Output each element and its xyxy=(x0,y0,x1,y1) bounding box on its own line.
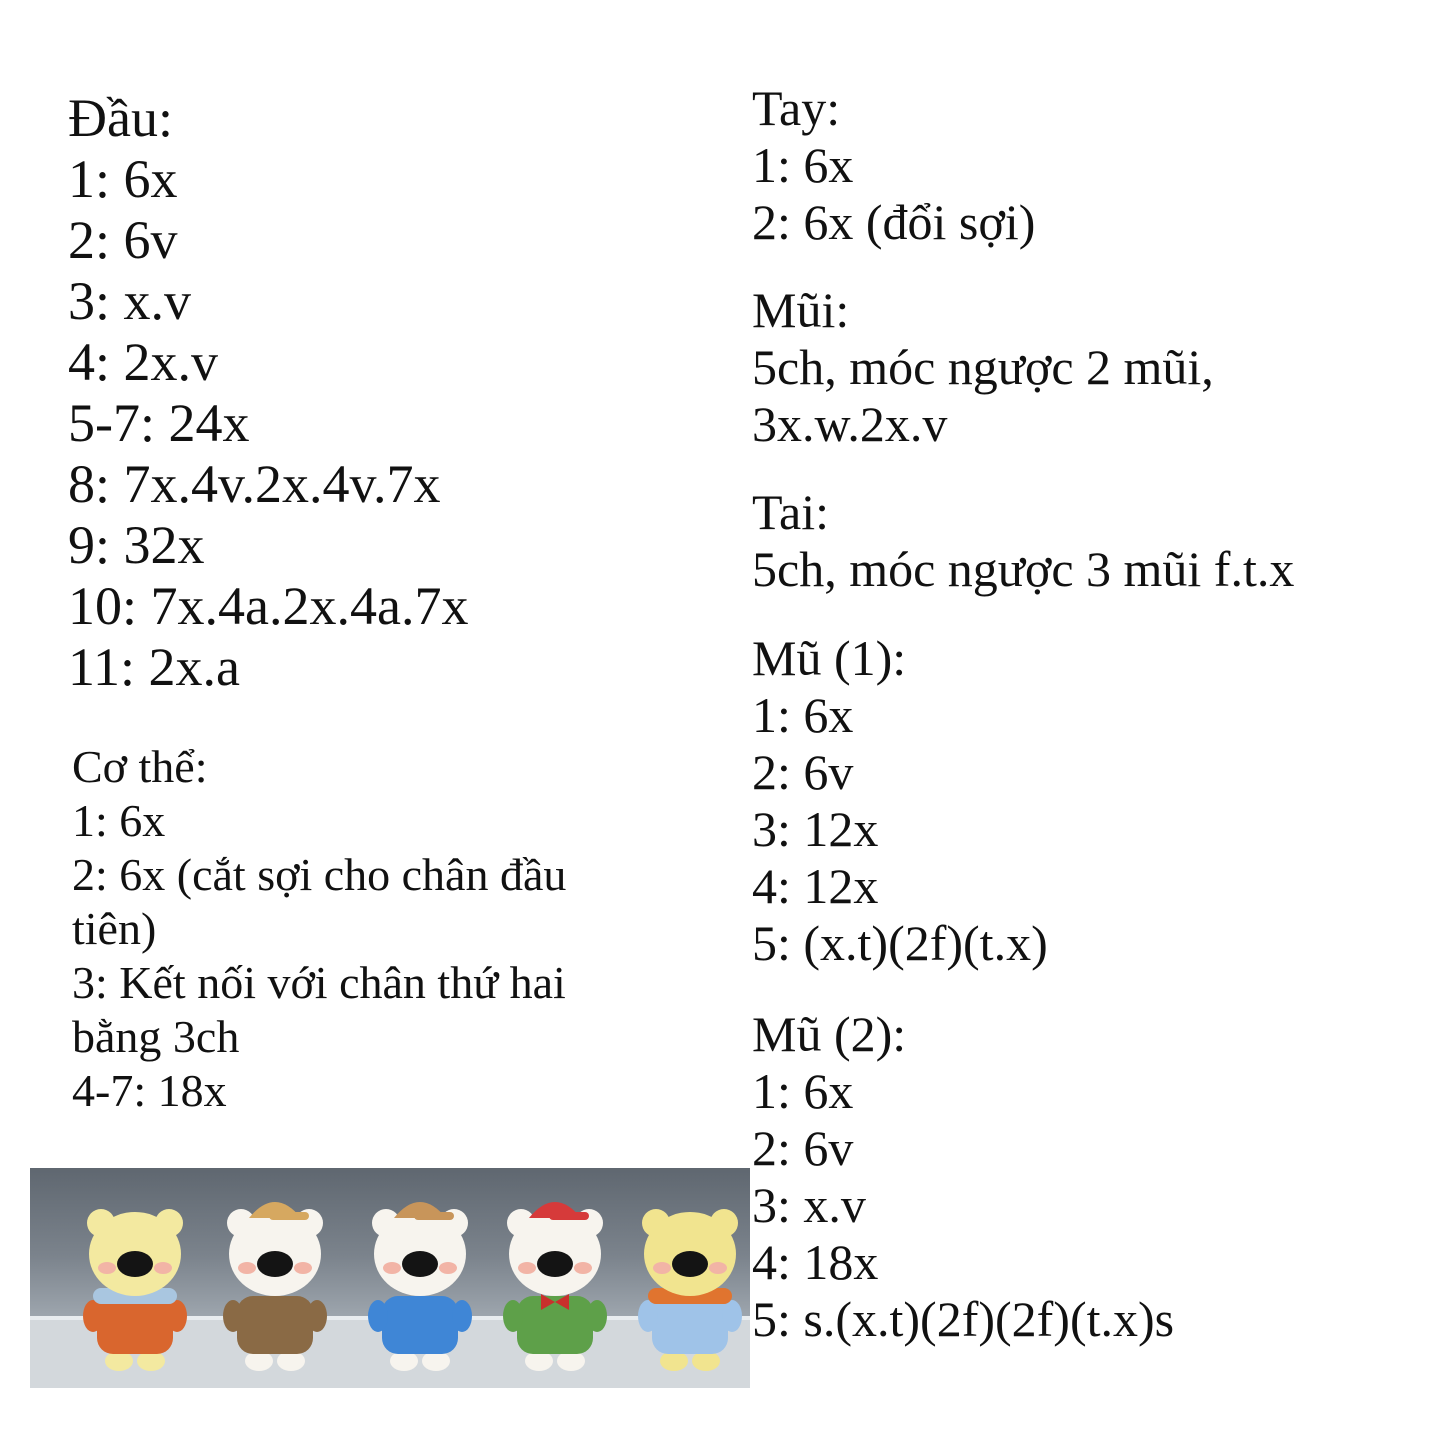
bear-arm xyxy=(722,1300,742,1332)
bear-arm xyxy=(638,1300,658,1332)
section-title-arm: Tay: xyxy=(752,80,841,136)
section-arm xyxy=(752,80,1035,251)
head-row-6: 8: 7x.4v.2x.4v.7x xyxy=(68,454,441,514)
section-title-nose: Mũi: xyxy=(752,282,850,338)
section-hat-1 xyxy=(752,630,1048,972)
hat1-row-2: 2: 6v xyxy=(752,744,854,800)
body-row-5: bằng 3ch xyxy=(72,1011,240,1062)
body-row-2: 2: 6x (cắt sợi cho chân đầu xyxy=(72,849,567,900)
arm-row-2: 2: 6x (đổi sợi) xyxy=(752,194,1036,250)
bear-arm xyxy=(223,1300,243,1332)
section-body xyxy=(72,740,566,1118)
hat1-row-3: 3: 12x xyxy=(752,801,879,857)
bear-cheek xyxy=(518,1262,536,1274)
body-row-6: 4-7: 18x xyxy=(72,1065,227,1116)
head-row-3: 3: x.v xyxy=(68,271,192,331)
hat1-row-1: 1: 6x xyxy=(752,687,854,743)
bear-nose xyxy=(117,1251,153,1277)
bear-shirt xyxy=(652,1296,728,1354)
body-row-1: 1: 6x xyxy=(72,795,166,846)
body-row-3: tiên) xyxy=(72,903,157,954)
bear-nose xyxy=(402,1251,438,1277)
section-title-head: Đầu: xyxy=(68,88,173,148)
section-title-ear: Tai: xyxy=(752,484,830,540)
crochet-bears-photo xyxy=(30,1168,750,1388)
bear-cheek xyxy=(653,1262,671,1274)
bear-hat-brim xyxy=(269,1212,309,1220)
section-title-body: Cơ thể: xyxy=(72,741,208,792)
bear-cheek xyxy=(383,1262,401,1274)
section-title-hat-2: Mũ (2): xyxy=(752,1006,907,1062)
bear-shirt xyxy=(97,1296,173,1354)
bear-cheek xyxy=(439,1262,457,1274)
bear-arm xyxy=(167,1300,187,1332)
bear-cheek xyxy=(98,1262,116,1274)
bear-hat-brim xyxy=(549,1212,589,1220)
head-row-8: 10: 7x.4a.2x.4a.7x xyxy=(68,576,469,636)
bear-arm xyxy=(587,1300,607,1332)
head-row-2: 2: 6v xyxy=(68,210,178,270)
section-hat-2 xyxy=(752,1006,1174,1348)
body-row-4: 3: Kết nối với chân thứ hai xyxy=(72,957,566,1008)
nose-row-2: 3x.w.2x.v xyxy=(752,396,948,452)
section-nose xyxy=(752,282,1214,453)
bear-cheek xyxy=(294,1262,312,1274)
section-head xyxy=(68,88,468,698)
hat2-row-3: 3: x.v xyxy=(752,1177,866,1233)
bear-cheek xyxy=(709,1262,727,1274)
bear-nose xyxy=(257,1251,293,1277)
bear-hat-brim xyxy=(414,1212,454,1220)
section-ear xyxy=(752,484,1294,598)
hat2-row-2: 2: 6v xyxy=(752,1120,854,1176)
bear-arm xyxy=(83,1300,103,1332)
section-title-hat-1: Mũ (1): xyxy=(752,630,907,686)
bear-shirt xyxy=(382,1296,458,1354)
arm-row-1: 1: 6x xyxy=(752,137,854,193)
bear-cheek xyxy=(154,1262,172,1274)
bear-nose xyxy=(672,1251,708,1277)
hat1-row-5: 5: (x.t)(2f)(t.x) xyxy=(752,915,1048,971)
ear-row-1: 5ch, móc ngược 3 mũi f.t.x xyxy=(752,541,1295,597)
bear-shirt xyxy=(517,1296,593,1354)
hat2-row-4: 4: 18x xyxy=(752,1234,879,1290)
bear-cheek xyxy=(238,1262,256,1274)
bear-nose xyxy=(537,1251,573,1277)
bear-arm xyxy=(503,1300,523,1332)
hat2-row-5: 5: s.(x.t)(2f)(2f)(t.x)s xyxy=(752,1291,1175,1347)
head-row-1: 1: 6x xyxy=(68,149,178,209)
bear-arm xyxy=(307,1300,327,1332)
head-row-4: 4: 2x.v xyxy=(68,332,219,392)
bear-cheek xyxy=(574,1262,592,1274)
bear-arm xyxy=(452,1300,472,1332)
hat2-row-1: 1: 6x xyxy=(752,1063,854,1119)
hat1-row-4: 4: 12x xyxy=(752,858,879,914)
bears-illustration xyxy=(30,1168,750,1388)
head-row-5: 5-7: 24x xyxy=(68,393,250,453)
head-row-9: 11: 2x.a xyxy=(68,637,240,697)
bear-shirt xyxy=(237,1296,313,1354)
nose-row-1: 5ch, móc ngược 2 mũi, xyxy=(752,339,1214,395)
bear-arm xyxy=(368,1300,388,1332)
head-row-7: 9: 32x xyxy=(68,515,205,575)
